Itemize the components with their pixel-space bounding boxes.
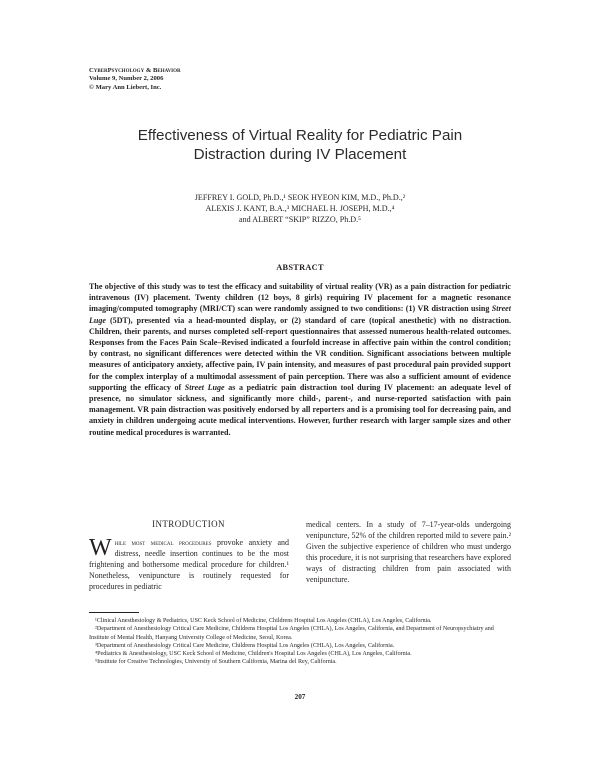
journal-volume: Volume 9, Number 2, 2006 — [89, 75, 164, 83]
abstract-heading: ABSTRACT — [276, 263, 324, 272]
intro-text-right: medical centers. In a study of 7–17-year-olds undergoing venipuncture, 52% of the children reported mild to severe pain.² Given the subjective experience of children who must undergo this procedure, it is not surprising that researchers have explored ways of distracting children from pain associated with venipuncture. — [306, 520, 511, 584]
footnote: ⁴Pediatrics & Anesthesiology, USC Keck School of Medicine, Children's Hospital Los Angeles (CHLA), Los Angeles, California. — [95, 651, 412, 658]
journal-copyright: © Mary Ann Liebert, Inc. — [89, 83, 162, 91]
abstract-text-1: The objective of this study was to test the efficacy and suitability of virtual reality (VR) as a pain distraction for pediatric intravenous (IV) placement. Twenty children (12 boys, 8 girls) requiring IV placement for a magnetic resonance imaging/computed tomography (MRI/CT) scan were randomly assigned to two conditions: (1) VR distraction using — [89, 282, 511, 314]
footnote: ⁵Institute for Creative Technologies, University of Southern California, Marina del Rey, California. — [95, 659, 337, 666]
drop-cap: W — [89, 535, 112, 561]
intro-smallcaps: hile most medical procedures — [114, 538, 212, 547]
article-title — [60, 126, 540, 164]
journal-name: CyberPsychology & Behavior — [89, 67, 181, 74]
abstract-text-3: as a pediatric pain distraction tool during IV placement: an adequate level of presence, no simulator sickness, and significantly more child-, parent-, and nurse-reported satisfaction with pain management. VR pain distraction was positively endorsed by all reporters and is a promising tool for decreasing pain, and anxiety in children undergoing acute medical interventions. However, further research with larger sample sizes and other routine medical procedures is warranted. — [89, 382, 511, 437]
article-title-line-2: Distraction during IV Placement — [193, 146, 407, 163]
author-list — [100, 192, 500, 225]
introduction-column-right — [306, 519, 511, 585]
footnote-divider — [89, 612, 139, 613]
abstract-italic-street-luge-2: Street Luge — [184, 382, 225, 392]
introduction-heading: INTRODUCTION — [152, 519, 225, 529]
article-title-line-1: Effectiveness of Virtual Reality for Pediatric Pain — [137, 127, 463, 144]
abstract-italic-street-luge-1: Street Luge — [89, 304, 511, 325]
footnote: ²Department of Anesthesiology Critical Care Medicine, Childrens Hospital Los Angeles (CHLA), Los Angeles, California, and Department of Neuropsychiatry and Institute of Mental Health, Hanyang University College of Medicine, Seoul, Korea. — [89, 626, 494, 641]
author-line-3: and ALBERT “SKIP” RIZZO, Ph.D.⁵ — [238, 215, 361, 224]
author-line-1: JEFFREY I. GOLD, Ph.D.,¹ SEOK HYEON KIM, M.D., Ph.D.,² — [194, 193, 406, 202]
footnotes — [89, 617, 515, 667]
footnote: ¹Clinical Anesthesiology & Pediatrics, USC Keck School of Medicine, Childrens Hospital Los Angeles (CHLA), Los Angeles, California. — [95, 618, 432, 624]
intro-text-left: provoke anxiety and distress, needle insertion continues to be the most frightening and bothersome medical procedure for children.¹ Nonetheless, venipuncture is routinely requested for procedures in pediatric — [89, 538, 289, 591]
introduction-column-left — [89, 537, 289, 592]
page-number: 207 — [294, 693, 306, 701]
journal-masthead — [89, 67, 181, 92]
footnote: ³Department of Anesthesiology Critical Care Medicine, Childrens Hospital Los Angeles (CHLA), Los Angeles, California. — [95, 642, 395, 649]
abstract-text-2: (5DT), presented via a head-mounted display, or (2) standard of care (topical anesthetic) with no distraction. Children, their parents, and nurses completed self-report questionnaires that assessed numerous health-related outcomes. Responses from the Faces Pain Scale–Revised indicated a fourfold increase in affective pain within the control condition; by contrast, no significant differences were detected within the VR condition. Significant associations between multiple measures of anticipatory anxiety, affective pain, IV pain intensity, and measures of past procedural pain provided support for the complex interplay of a multimodal assessment of pain perception. There was also a sufficient amount of evidence supporting the efficacy of — [89, 315, 511, 392]
abstract-body — [89, 281, 511, 438]
author-line-2: ALEXIS J. KANT, B.A.,³ MICHAEL H. JOSEPH, M.D.,⁴ — [205, 204, 395, 213]
